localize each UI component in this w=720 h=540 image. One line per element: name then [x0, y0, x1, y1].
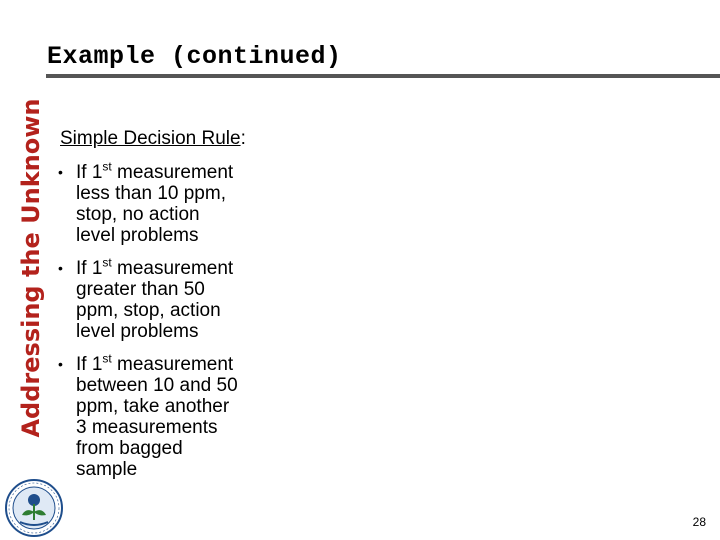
bullet-item — [58, 159, 298, 246]
bullet-first-line: If 1st measurement — [76, 351, 234, 375]
bullet-first-line: If 1st measurement — [76, 255, 234, 279]
bullet-line: level problems — [76, 225, 199, 246]
bullet-dot-icon: • — [58, 356, 63, 372]
bullet-line: level problems — [76, 321, 199, 342]
subtitle-suffix: : — [240, 128, 246, 149]
title-divider — [46, 74, 720, 78]
bullet-line: ppm, stop, action — [76, 300, 221, 321]
bullet-item — [58, 255, 298, 342]
page-number: 28 — [692, 515, 706, 529]
bullet-item — [58, 351, 298, 480]
side-title: Addressing the Unknown — [17, 98, 45, 438]
bullet-dot-icon: • — [58, 260, 63, 276]
bullet-dot-icon: • — [58, 164, 63, 180]
bullet-line: from bagged — [76, 438, 183, 459]
bullet-line: less than 10 ppm, — [76, 183, 226, 204]
subtitle-text: Simple Decision Rule — [60, 128, 241, 149]
bullet-line: greater than 50 — [76, 279, 205, 300]
bullet-line: 3 measurements — [76, 417, 218, 438]
subtitle — [60, 128, 246, 150]
bullet-line: between 10 and 50 — [76, 375, 238, 396]
epa-seal-icon — [4, 478, 64, 538]
slide-title: Example (continued) — [47, 42, 342, 71]
bullet-line: stop, no action — [76, 204, 200, 225]
bullet-line: sample — [76, 459, 138, 480]
bullet-first-line: If 1st measurement — [76, 159, 234, 183]
bullet-line: ppm, take another — [76, 396, 230, 417]
bullet-list — [58, 159, 298, 492]
